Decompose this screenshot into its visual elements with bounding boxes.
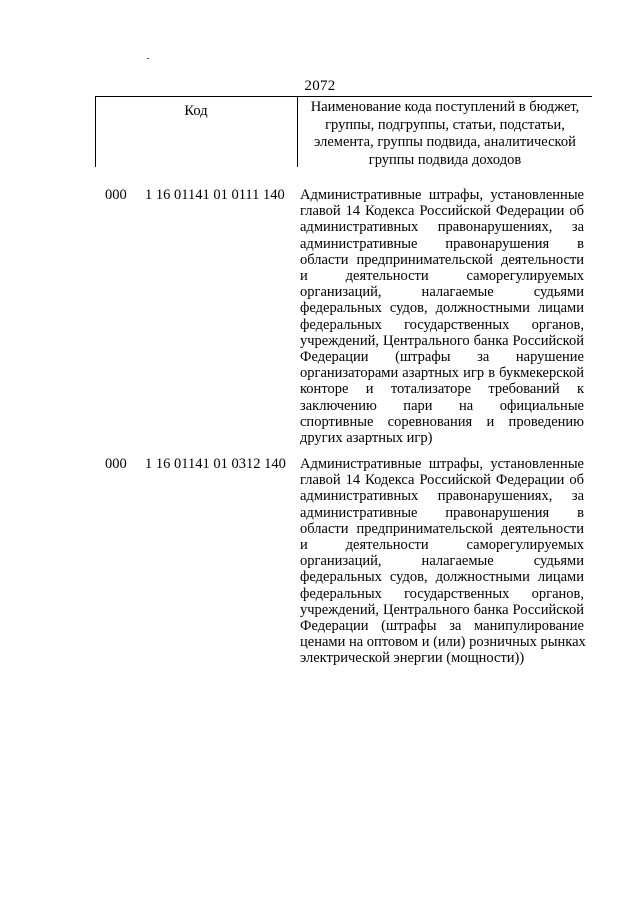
description-line: федеральных судов, должностными лицами (300, 300, 584, 317)
description-line: организаторами азартных игр в букмекерской (300, 365, 584, 382)
description-line: Федерации (штрафы за манипулирование (300, 618, 584, 635)
description-line: других азартных игр) (300, 430, 433, 447)
description-line: административных правонарушениях, за (300, 488, 584, 505)
description-line: организаций, налагаемые судьями (300, 553, 584, 570)
revenue-code-description (300, 456, 584, 667)
description-line: спортивные соревнования и проведению (300, 413, 584, 430)
admin-code: 000 (105, 456, 127, 472)
description-line: административные правонарушения в (300, 504, 584, 521)
description-line: федеральных судов, должностными лицами (300, 569, 584, 586)
description-line: федеральных государственных органов, (300, 316, 584, 333)
description-line: Административные штрафы, установленные (300, 187, 584, 203)
header-name-line: элемента, группы подвида, аналитической (314, 134, 576, 150)
description-line: и деятельности саморегулируемых (300, 537, 584, 554)
revenue-code: 1 16 01141 01 0111 140 (145, 187, 285, 203)
scan-speck (147, 58, 149, 59)
description-line: учреждений, Центрального банка Российской (300, 601, 584, 618)
description-line: и деятельности саморегулируемых (300, 268, 584, 285)
description-line: ценами на оптовом и (или) розничных рынках (300, 634, 586, 651)
description-line: административные правонарушения в (300, 235, 584, 252)
header-name-label (299, 99, 591, 169)
description-line: учреждений, Центрального банка Российской (300, 332, 584, 349)
description-line: электрической энергии (мощности)) (300, 650, 525, 667)
header-name-line: группы подвида доходов (368, 151, 522, 168)
description-line: федеральных государственных органов, (300, 585, 584, 602)
description-line: главой 14 Кодекса Российской Федерации об (300, 472, 584, 489)
description-line: Административные штрафы, установленные (300, 456, 584, 472)
page-number: 2072 (304, 78, 336, 94)
header-name-line: группы, подгруппы, статьи, подстатьи, (325, 116, 565, 133)
header-name-line: Наименование кода поступлений в бюджет, (310, 99, 580, 115)
description-line: административных правонарушениях, за (300, 219, 584, 236)
description-line: главой 14 Кодекса Российской Федерации об (300, 203, 584, 220)
description-line: организаций, налагаемые судьями (300, 284, 584, 301)
description-line: конторе и тотализаторе требований к (300, 381, 584, 398)
admin-code: 000 (105, 187, 127, 203)
description-line: Федерации (штрафы за нарушение (300, 349, 584, 366)
description-line: заключению пари на официальные (300, 397, 584, 414)
header-column-divider (297, 97, 298, 167)
table-header (95, 96, 592, 166)
revenue-code: 1 16 01141 01 0312 140 (145, 456, 286, 472)
header-code-label: Код (184, 103, 208, 119)
revenue-code-description (300, 187, 584, 446)
description-line: области предпринимательской деятельности (300, 520, 584, 537)
description-line: области предпринимательской деятельности (300, 251, 584, 268)
